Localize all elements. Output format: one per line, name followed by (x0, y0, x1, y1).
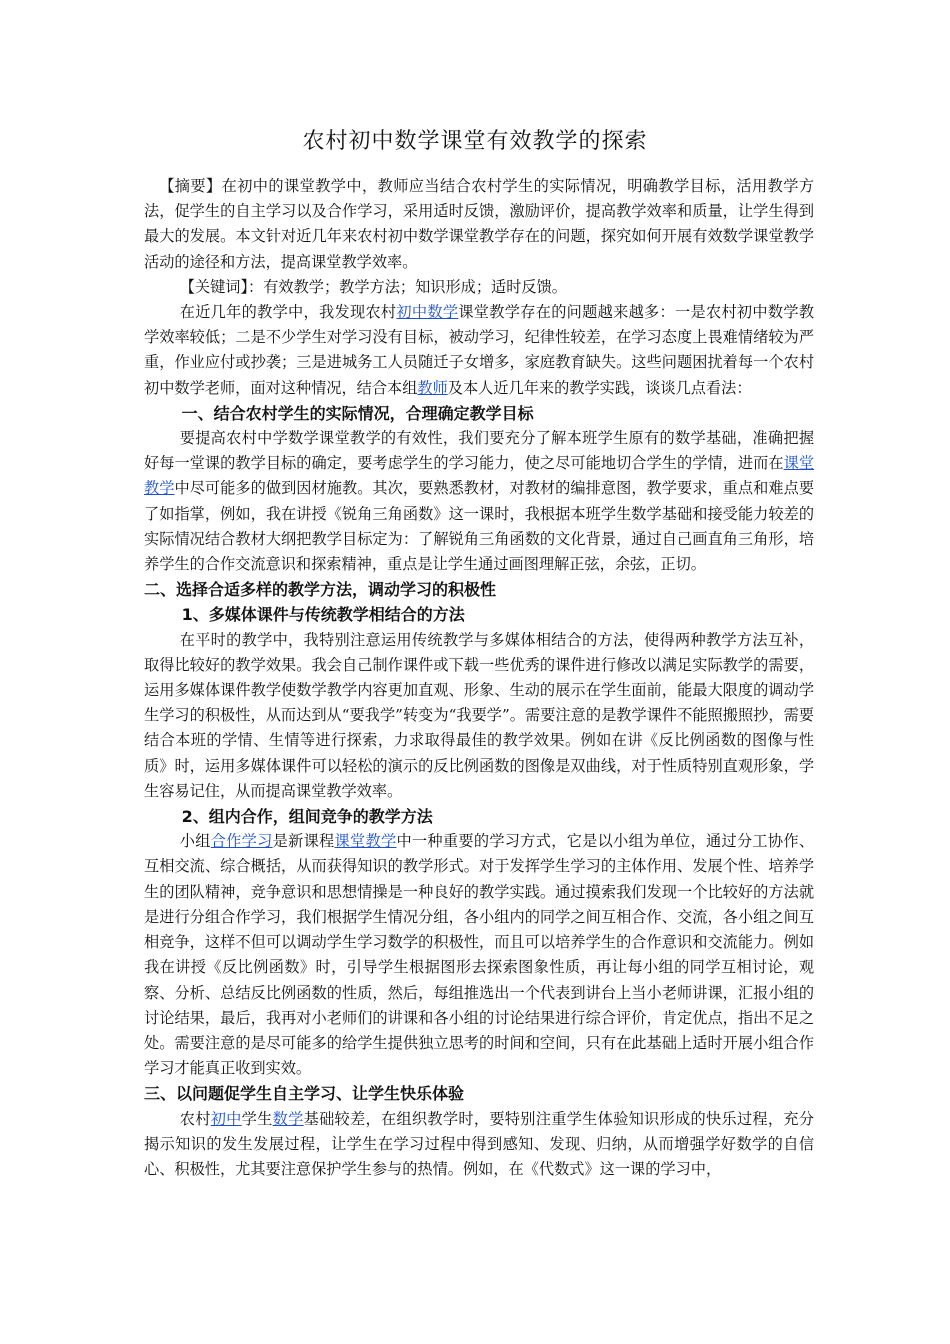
link-hezuo-xuexi[interactable]: 合作学习 (210, 832, 273, 851)
p3-text-1: 小组 (179, 832, 211, 851)
document-title: 农村初中数学课堂有效教学的探索 (302, 129, 648, 154)
section-1-paragraph (144, 426, 814, 577)
intro-paragraph (144, 300, 814, 401)
intro-text-2: 课堂教学存在的问题越来越多：一是农村初中数学教学效率较低；二是不少学生对学习没有目标，被动学习，纪律性较差，在学习态度上畏难情绪较为严重，作业应付或抄袭；三是进城务工人员随迁子女增多，家庭教育缺失。这些问题困扰着每一个农村初中数学老师，面对这种情况，结合本组 (144, 303, 815, 397)
link-jiaoshi[interactable]: 教师 (417, 378, 448, 397)
section-2-2-paragraph (144, 829, 814, 1081)
p3-text-3: 中一种重要的学习方式，它是以小组为单位，通过分工协作、互相交流、综合概括，从而获得知识的教学形式。对于发挥学生学习的主体作用、发展个性、培养学生的团队精神，竞争意识和思想情操是一种良好的教学实践。通过摸索我们发现一个比较好的方法就是进行分组合作学习，我们根据学生情况分组，各小组内的同学之间互相合作、交流，各小组之间互相竞争，这样不但可以调动学生学习数学的积极性，而且可以培养学生的合作意识和交流能力。例如我在讲授《反比例函数》时，引导学生根据图形去探索图象性质，再让每小组的同学互相讨论，观察、分析、总结反比例函数的性质，然后，每组推选出一个代表到讲台上当小老师讲课，汇报小组的讨论结果，最后，我再对小老师们的讲课和各小组的讨论结果进行综合评价，肯定优点，指出不足之处。需要注意的是尽可能多的给学生提供独立思考的时间和空间，只有在此基础上适时开展小组合作学习才能真正收到实效。 (144, 832, 815, 1078)
intro-text-3: 及本人近几年来的教学实践，谈谈几点看法： (447, 378, 752, 397)
abstract-paragraph: 【摘要】在初中的课堂教学中，教师应当结合农村学生的实际情况，明确教学目标，活用教学方法，促学生的自主学习以及合作学习，采用适时反馈，激励评价，提高教学效率和质量，让学生得到最大的发展。本文针对近几年来农村初中数学课堂教学存在的问题，探究如何开展有效数学课堂教学活动的途径和方法，提高课堂教学效率。 (144, 177, 814, 271)
link-shuxue[interactable]: 数学 (272, 1109, 304, 1128)
link-chuzhong-shuxue[interactable]: 初中数学 (396, 303, 459, 322)
link-chuzhong[interactable]: 初中 (210, 1109, 242, 1128)
section-heading-1: 一、结合农村学生的实际情况，合理确定教学目标 (181, 403, 534, 423)
subsection-heading-2-2: 2、组内合作，组间竞争的教学方法 (181, 807, 433, 827)
subsection-heading-2-1: 1、多媒体课件与传统教学相结合的方法 (181, 605, 465, 625)
p1-text-2: 中尽可能多的做到因材施教。其次，要熟悉教材，对教材的编排意图，教学要求，重点和难点要了如指掌，例如，我在讲授《锐角三角函数》这一课时，我根据本班学生数学基础和接受能力较差的实际情况结合教材大纲把教学目标定为：了解锐角三角函数的文化背景，通过自己画直角三角形，培养学生的合作交流意识和探索精神，重点是让学生通过画图理解正弦，余弦，正切。 (144, 479, 815, 574)
p3-text-2: 是新课程 (272, 832, 335, 851)
p4-text-2: 学生 (241, 1109, 273, 1128)
section-3-paragraph (144, 1107, 814, 1183)
intro-text-1: 在近几年的教学中，我发现农村 (179, 303, 397, 322)
link-ketang-jiaoxue-2[interactable]: 课堂教学 (334, 832, 397, 851)
section-2-1-paragraph: 在平时的教学中，我特别注意运用传统教学与多媒体相结合的方法，使得两种教学方法互补，取得比较好的教学效果。我会自己制作课件或下载一些优秀的课件进行修改以满足实际教学的需要，运用多媒体课件教学使数学教学内容更加直观、形象、生动的展示在学生面前，能最大限度的调动学生学习的积极性，从而达到从“要我学”转变为“我要学”。需要注意的是教学课件不能照搬照抄，需要结合本班的学情、生情等进行探索，力求取得最佳的教学效果。例如在讲《反比例函数的图像与性质》时，运用多媒体课件可以轻松的演示的反比例函数的图像是双曲线，对于性质特别直观形象，学生容易记住，从而提高课堂教学效率。 (144, 630, 814, 800)
keywords-paragraph: 【关键词】：有效教学；教学方法；知识形成；适时反馈。 (179, 277, 567, 296)
section-heading-3: 三、以问题促学生自主学习、让学生快乐体验 (144, 1084, 465, 1104)
document-body (144, 174, 814, 1182)
link-ketang-jiaoxue[interactable]: 课堂教学 (144, 454, 815, 498)
section-heading-2: 二、选择合适多样的教学方法，调动学习的积极性 (144, 580, 497, 600)
p1-text-1: 要提高农村中学数学课堂教学的有效性，我们要充分了解本班学生原有的数学基础，准确把握好每一堂课的教学目标的确定，要考虑学生的学习能力，使之尽可能地切合学生的学情，进而在 (144, 429, 814, 473)
p4-text-1: 农村 (179, 1109, 211, 1128)
p4-text-3: 基础较差，在组织教学时，要特别注重学生体验知识形成的快乐过程，充分揭示知识的发生发展过程，让学生在学习过程中得到感知、发现、归纳，从而增强学好数学的自信心、积极性，尤其要注意保护学生参与的热情。例如，在《代数式》这一课的学习中， (144, 1109, 815, 1178)
